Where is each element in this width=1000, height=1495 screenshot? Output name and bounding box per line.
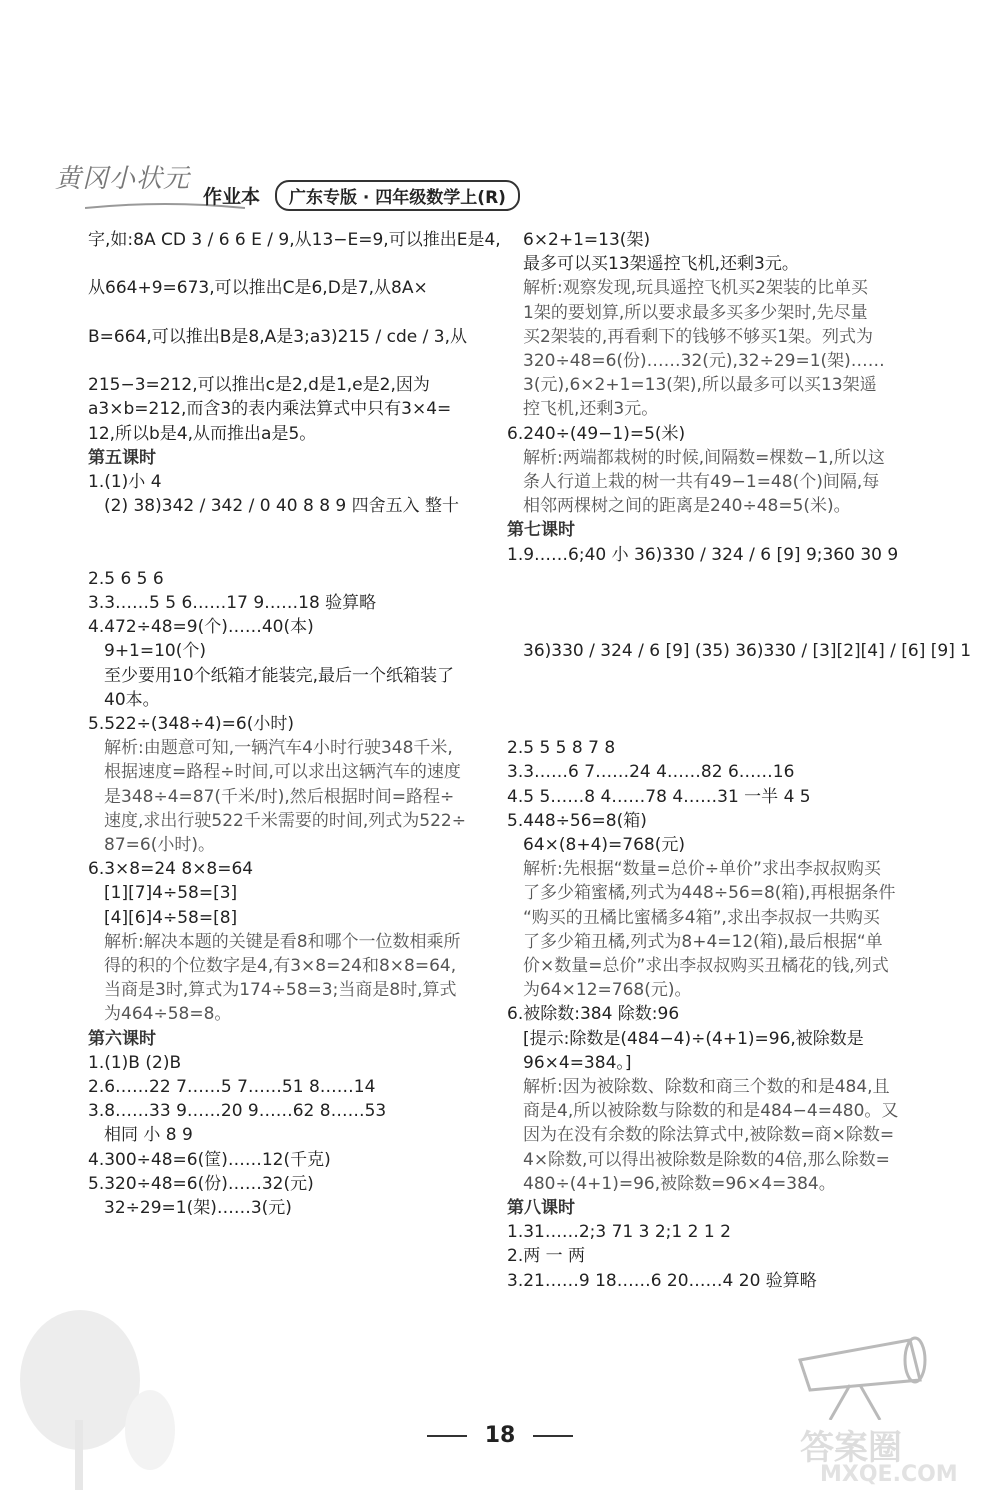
left-line: B=664,可以推出B是8,A是3;a3)215 / cde / 3,从: [88, 326, 468, 347]
left-line: (2) 38)342 / 342 / 0 40 8 8 9 四舍五入 整十: [104, 496, 460, 517]
left-line: 3.8……33 9……20 9……62 8……53: [88, 1101, 387, 1122]
right-column: [507, 228, 972, 1293]
left-line: 87=6(小时)。: [104, 835, 215, 855]
right-line: 6.被除数:384 除数:96: [507, 1004, 680, 1025]
left-line: 字,如:8A CD 3 / 6 6 E / 9,从13−E=9,可以推出E是4,: [88, 230, 501, 250]
right-line: 480÷(4+1)=96,被除数=96×4=384。: [523, 1173, 836, 1194]
right-line: 因为在没有余数的除法算式中,被除数=商×除数=: [523, 1125, 895, 1146]
right-line: [提示:除数是(484−4)÷(4+1)=96,被除数是: [523, 1028, 864, 1049]
left-line: 32÷29=1(架)……3(元): [104, 1198, 292, 1219]
right-line: 3.3……6 7……24 4……82 6……16: [507, 762, 795, 783]
right-line: 商是4,所以被除数与除数的和是484−4=480。又: [523, 1101, 899, 1122]
left-line: 1.(1)B (2)B: [88, 1052, 182, 1073]
left-line: [4][6]4÷58=[8]: [104, 907, 238, 928]
telescope-illustration-icon: [790, 1330, 930, 1420]
tree-illustration-icon: [10, 1300, 180, 1490]
right-line: [507, 664, 907, 688]
right-line: 解析:观察发现,玩具遥控飞机买2架装的比单买: [523, 278, 868, 299]
right-line: [507, 591, 907, 615]
left-line: 解析:解决本题的关键是看8和哪个一位数相乘所: [104, 931, 461, 952]
right-line: 5.448÷56=8(箱): [507, 810, 647, 831]
right-line: 解析:因为被除数、除数和商三个数的和是484,且: [523, 1077, 890, 1098]
left-line: 4.472÷48=9(个)……40(本): [88, 617, 314, 638]
right-line: [507, 567, 907, 591]
right-line: 第八课时: [507, 1198, 575, 1219]
brand-logo: 黄冈小状元: [55, 164, 191, 194]
right-line: 64×(8+4)=768(元): [523, 834, 685, 855]
right-line: 为64×12=768(元)。: [523, 980, 692, 1001]
watermark: 答案圈: [800, 1428, 902, 1468]
page-header: [55, 158, 575, 214]
right-line: 买2架装的,再看剩下的钱够不够买1架。列式为: [523, 326, 874, 347]
left-column: [88, 228, 501, 1220]
page-number: 18: [0, 1423, 1000, 1448]
right-line: 4.5 5……8 4……78 4……31 一半 4 5: [507, 786, 811, 807]
left-line: 是348÷4=87(千米/时),然后根据时间=路程÷: [104, 786, 455, 807]
left-line: 根据速度=路程÷时间,可以求出这辆汽车的速度: [104, 762, 461, 783]
right-line: “购买的丑橘比蜜橘多4箱”,求出李叔叔一共购买: [523, 907, 880, 928]
left-line: [88, 349, 488, 373]
left-line: 至少要用10个纸箱才能装完,最后一个纸箱装了: [104, 665, 455, 686]
right-line: 96×4=384。]: [523, 1052, 632, 1073]
right-line: 6.240÷(49−1)=5(米): [507, 423, 686, 444]
right-line: 了多少箱蜜橘,列式为448÷56=8(箱),再根据条件: [523, 883, 896, 904]
left-line: [88, 543, 488, 567]
left-line: [88, 252, 488, 276]
left-line: 2.6……22 7……5 7……51 8……14: [88, 1077, 376, 1098]
right-line: 3(元),6×2+1=13(架),所以最多可以买13架遥: [523, 375, 877, 396]
right-line: 了多少箱丑橘,列式为8+4=12(箱),最后根据“单: [523, 931, 883, 952]
left-line: 当商是3时,算式为174÷58=3;当商是8时,算式: [104, 980, 457, 1001]
watermark-url: MXQE.COM: [820, 1462, 958, 1487]
right-line: 320÷48=6(份)……32(元),32÷29=1(架)……: [523, 351, 885, 372]
right-line: 4×除数,可以得出被除数是除数的4倍,那么除数=: [523, 1149, 890, 1170]
left-line: 5.522÷(348÷4)=6(小时): [88, 713, 295, 734]
left-line: 40本。: [104, 689, 160, 710]
right-line: 36)330 / 324 / 6 [9] (35) 36)330 / [3][2][4] / [6] [9] 1: [523, 641, 972, 662]
left-line: [88, 518, 488, 542]
right-line: 相邻两棵树之间的距离是240÷48=5(米)。: [523, 496, 851, 517]
right-line: 2.两 一 两: [507, 1246, 586, 1267]
right-line: 2.5 5 5 8 7 8: [507, 738, 616, 759]
left-line: 2.5 6 5 6: [88, 568, 164, 589]
left-line: 5.320÷48=6(份)……32(元): [88, 1173, 314, 1194]
left-line: 第五课时: [88, 447, 156, 468]
right-line: [507, 688, 907, 712]
right-line: [507, 712, 907, 736]
right-line: 1.31……2;3 71 3 2;1 2 1 2: [507, 1222, 731, 1243]
right-line: 解析:两端都栽树的时候,间隔数=棵数−1,所以这: [523, 447, 885, 468]
left-line: 相同 小 8 9: [104, 1125, 193, 1146]
left-line: 第六课时: [88, 1028, 156, 1049]
right-line: 1.9……6;40 小 36)330 / 324 / 6 [9] 9;360 30 9: [507, 544, 899, 565]
left-line: a3×b=212,而含3的表内乘法算式中只有3×4=: [88, 399, 452, 420]
right-line: 控飞机,还剩3元。: [523, 399, 659, 420]
left-line: 9+1=10(个): [104, 641, 207, 662]
left-line: [88, 301, 488, 325]
right-line: 条人行道上栽的树一共有49−1=48(个)间隔,每: [523, 472, 880, 493]
right-line: 解析:先根据“数量=总价÷单价”求出李叔叔购买: [523, 859, 881, 880]
book-title: 作业本: [203, 186, 261, 208]
left-line: [1][7]4÷58=[3]: [104, 883, 238, 904]
edition-badge: 广东专版 · 四年级数学上(R): [275, 180, 520, 211]
left-line: 3.3……5 5 6……17 9……18 验算略: [88, 592, 377, 613]
left-line: 1.(1)小 4: [88, 471, 162, 492]
right-line: 1架的要划算,所以要求最多买多少架时,先尽量: [523, 302, 868, 323]
left-line: 从664+9=673,可以推出C是6,D是7,从8A×: [88, 278, 428, 299]
left-line: 6.3×8=24 8×8=64: [88, 859, 254, 880]
right-line: 价×数量=总价”求出李叔叔购买丑橘花的钱,列式: [523, 956, 889, 976]
left-line: 4.300÷48=6(筐)……12(千克): [88, 1149, 331, 1170]
left-line: 215−3=212,可以推出c是2,d是1,e是2,因为: [88, 375, 430, 396]
left-line: 得的积的个位数字是4,有3×8=24和8×8=64,: [104, 956, 457, 977]
left-line: 解析:由题意可知,一辆汽车4小时行驶348千米,: [104, 738, 453, 759]
left-line: 速度,求出行驶522千米需要的时间,列式为522÷: [104, 810, 466, 831]
right-line: [507, 615, 907, 639]
right-line: 3.21……9 18……6 20……4 20 验算略: [507, 1270, 817, 1291]
left-line: 为464÷58=8。: [104, 1004, 232, 1025]
left-line: 12,所以b是4,从而推出a是5。: [88, 423, 317, 444]
right-line: 第七课时: [507, 520, 575, 541]
right-line: 6×2+1=13(架): [523, 230, 651, 250]
right-line: 最多可以买13架遥控飞机,还剩3元。: [523, 254, 799, 275]
